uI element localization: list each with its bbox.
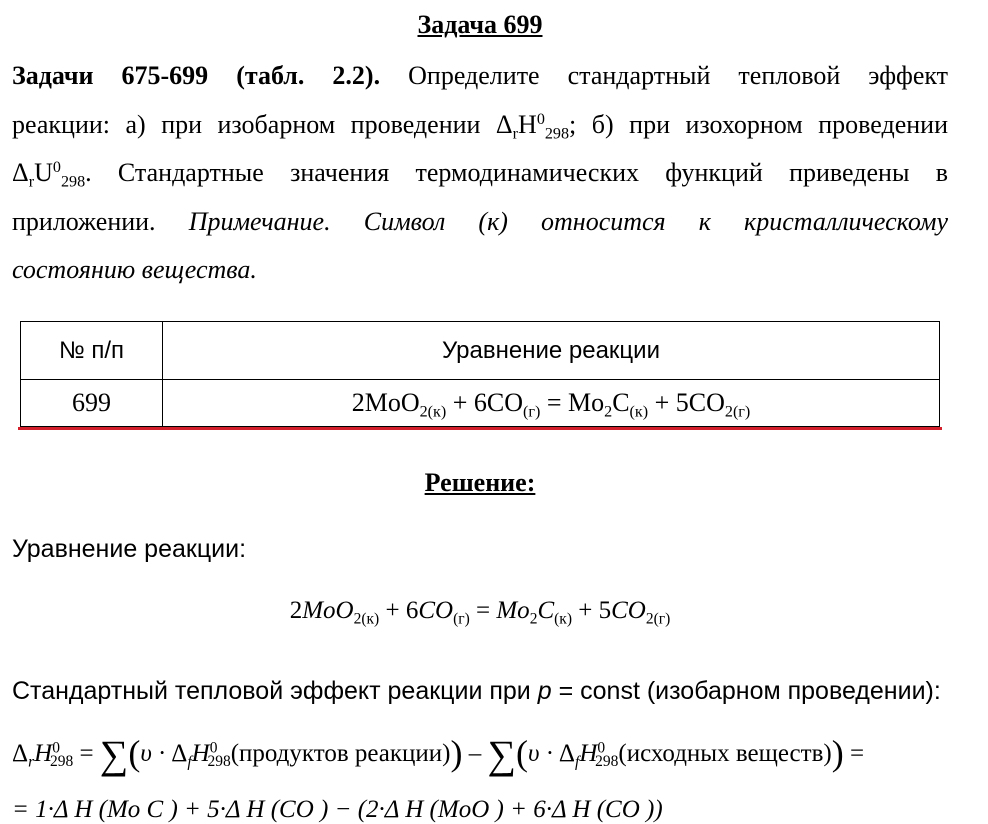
table-row: [21, 380, 940, 427]
solution-heading: Решение:: [424, 468, 536, 497]
isobaric-label: Стандартный тепловой эффект реакции при p = const (изобарном проведении):: [12, 677, 941, 705]
statement-line-5: состоянию вещества.: [12, 255, 257, 284]
reaction-equation: $2MoO_{2(к)} + 6CO_{(г)} = Mo_2C_{(к)} + 5CO_{2(г)}$: [289, 597, 671, 628]
header-equation: Уравнение реакции: [163, 322, 940, 380]
header-number: № п/п: [21, 322, 163, 380]
table-header-row: [21, 322, 940, 380]
statement-line-1: Задачи 675-699 (табл. 2.2). Определите стандартный тепловой эффект: [12, 61, 949, 90]
statement-line-2: реакции: а) при изобарном проведении $\Delta_rH^0_{298}$; б) при изохорном проведении: [12, 109, 948, 143]
statement-lead: Задачи 675-699 (табл. 2.2).: [12, 61, 381, 90]
statement-line-3: $\Delta_rU^0_{298}$. Стандартные значения термодинамических функций приведены в: [12, 158, 948, 191]
row-number: 699: [21, 380, 163, 427]
reactants-term: (исходных веществ): [618, 740, 832, 767]
enthalpy-formula: $\Delta_rH^0_{298} = \sum(\upsilon$ · $\Delta_fH^0_{298}(продуктов$ реакции)) – $\sum(\upsilon \cdot \Delta_fH^0_{298}(исходных$ веществ)) =: [12, 732, 865, 777]
reaction-table: [20, 321, 940, 427]
problem-statement: [12, 52, 948, 295]
enthalpy-formula-continued: = 1·Δ H (Mo C ) + 5·Δ H (CO ) − (2·Δ H (MoO ) + 6·Δ H (CO )): [12, 796, 663, 823]
page-title: Задача 699: [417, 10, 543, 39]
equation-label: Уравнение реакции:: [12, 535, 247, 563]
statement-line-4: приложении. Примечание. Символ (к) относится к кристаллическому: [12, 206, 948, 236]
red-underline: [18, 427, 942, 430]
row-equation: $2MoO_{2(к)} + 6CO_{(г)} = Mo_2C_{(к)} + 5CO_{2(г)}$: [163, 380, 940, 427]
note-text: Примечание. Символ (к) относится к кристаллическому: [188, 206, 948, 236]
products-term: (продуктов реакции): [230, 740, 451, 767]
